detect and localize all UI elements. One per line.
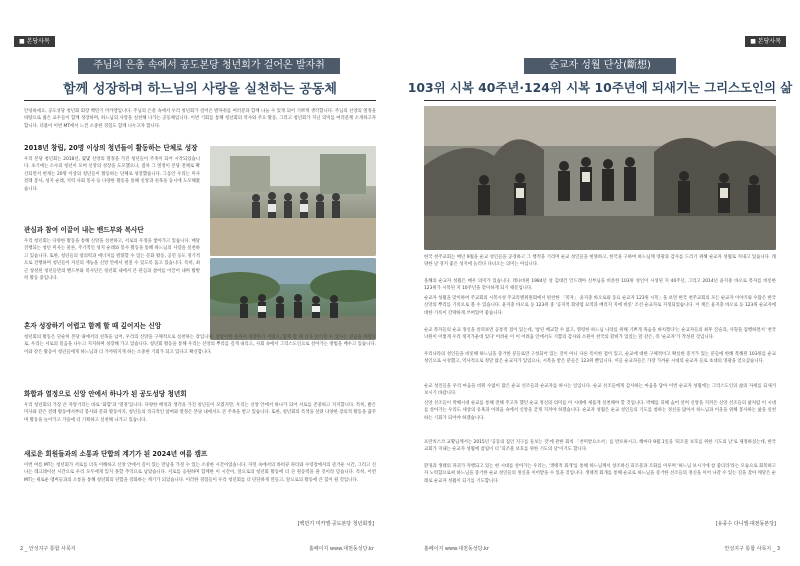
section-body-3: 청년회의 활동은 단순히 본당 내에서의 친목을 넘어, 우리의 신앙을 구체적으로 실천하는 장입니다. 신앙이란 혼자서 성장하기 어렵고, 함께 할 때 더욱 깊어질 수 있다는 믿음을 바탕으로, 우리는 서로의 믿음을 나누고 지지하며 성장해 가고 있습니다. 청년회 활동을 통해 우리는 신앙의 뿌리를 깊게 내리고, 사회 속에서 그리스도인으로 살아가는 방법을 배우고 있습니다. 이와 같은 활동이 청년들에게 하느님과 더 가까워지게 하는 소중한 기회가 되고 있다고 확신합니다. — [24, 335, 376, 355]
paragraph-1: 한국 천주교회는 매년 9월을 순교 성인들을 공경하고 그 행적을 기리며 순교 성인들을 현양하고, 한국을 구하여 하느님께 영광과 감사를 드리기 위해 순교자 성월로 지내고 있습니다. 래양한 날 경지 좋은 성지에 놀러다 다녀오는 의미는 아닙니다. — [424, 255, 776, 268]
martyrs-shrine-photo — [424, 106, 776, 250]
right-page — [400, 0, 800, 566]
paragraph-7: 신앙 선조들이 박해시대 순교를 통해 전해 주고자 했던 순교 정신의 의미를 이 시대에 새롭게 실천해야 할 것입니다. 박해를 피해 숨어 살며 신앙을 지켜온 신앙 선조들의 삶처럼 이 시대를 살아가는 우리도 세상의 유혹과 어려움 속에서 신앙을 굳게 지켜야 하겠습니다. 순교자 성월은 순교 성인들의 기도를 청하는 정신을 닮아서 하느님과 이웃을 위해 봉사하는 삶을 실천하는 기회가 되어야 하겠습니다. — [424, 401, 776, 421]
intro-paragraph: 안녕하세요, 공도성당 청년회 회장 백민기 미카엘입니다. 주님의 은총 속에서 우리 청년회가 걸어온 발자취를 여러분과 함께 나눌 수 있게 되어 기쁘게 생각합니다. 주님의 신앙의 열정을 바탕으로 젊은 교우들이 함께 성장하며, 하느님의 사랑을 실천해 나가는 공동체입니다. 이번 기회를 통해 청년회의 역사와 주요 활동, 그리고 청년회가 지닌 의미를 여러분께 소개하고자 합니다. 더불어 이번 MT에서 느낀 소중한 경험도 함께 나누고자 합니다. — [24, 109, 376, 129]
photo-illustration-1 — [210, 146, 376, 256]
paragraph-4: 순교 복자들의 순교 정신을 살펴보면 공통적 점이 있는데, '참된 배교할 수 없고, 명령한 하느님 나라를 위해 기쁘게 목숨을 바치겠다'는 순교자들의 최후 진술과, 사형을 집행하면서 '천국 낙원이 이렇게 우리 정지가운데 있다' 어려운 이 이 어려움 안에서도 기쁨의 감사와 소원이 천국의 환희가 있었는 말 같은, 즉 '순교자'가 작성된 것입니다. — [424, 328, 776, 341]
footer-homepage: 홈페이지 www.대천동성당.kr — [309, 546, 374, 552]
youth-group-photo-2 — [210, 258, 376, 340]
paragraph-6: 순교 성인들을 우리 마음을 비워 수없이 많은 순교 선조들과 순교자를 하시는 일입니다. 순교 선조들에게 감사하는 마음을 담아 이번 순교자 성월에는 그리스도인의 삶의 자세를 되새겨 보시기 바랍니다. — [424, 384, 776, 397]
section-title-5: 새로운 회원들과의 소통과 단합의 계기가 된 2024년 여름 캠프 — [24, 450, 208, 458]
headline-rule — [424, 100, 776, 101]
section-body-1: 우리 본당 청년회는 2018년, 몇몇 신앙의 열정을 가진 청년들이 주축이 되어 시작되었습니다. 초기에는 소수의 청년이 모여 신앙의 성장을 도모했으나, 점차 그 열정이 본당 전체로 확산되면서 현재는 20명 이상의 청년들이 활동하는 단체로 성장했습니다. 그동안 우리는 미사 전례 봉사, 성지 순례, 지역 사회 봉사 등 다양한 활동을 통해 신앙과 친목을 동시에 도모해왔습니다. — [24, 157, 200, 192]
section-title-3: 혼자 성장하기 어렵고 함께 할 때 깊어지는 신앙 — [24, 322, 162, 330]
paragraph-3: 순교자 성월을 맞이하여 주교회의 시복시성 주교특별위원회에서 편찬한 「복자」 윤지충 바오로와 동료 순교자 123위 시복」을 보면 한국 천주교회의 모든 순교자 이야기와 수많은 한국 신앙의 뿌리를 기록으로 볼 수 있습니다. 윤지충 바오로 등 123위 중 '공지적 회양엽 묘역과 배리지 지에 비롯' 조선 순교자로 지정되었습니다. 이 책은 윤지충 바오로 등 123위 순교자에 대한 기록이 간략하게 쓰여있어 좋습니다. — [424, 296, 776, 316]
section-body-4: 우리 청년회의 가장 큰 자랑거리는 바로 '화합'과 '열정'입니다. 다양한 배경과 생각을 가진 청년들이 모였지만, 우리는 신앙 안에서 하나가 되어 서로를 존중하고 지지합니다. 특히, 밝은 미사와 같은 전례 활동에서부터 봉사와 문화 활동까지, 청년들의 적극적인 참여와 열정은 본당 내에서도 큰 주목을 받고 있습니다. 또한, 청년회의 특색을 살려 다양한 장의적 활동을 꿈꾸며 활동을 늘어가고 가을에 더 기획하고 실천해 나가고 있습니다. — [24, 403, 376, 423]
paragraph-5: 우리나라의 성인들을 비롯해 하느님을 증거한 분들로만 구성되어 있는 것이 아니 다른 특이한 점이 있고, 순교에 대한 구체적이고 확실한 증거가 있는 분들에 한해 복해된 103위를 순교 성인으로 시성했고, 역사적으로 정말 많은 순교자가 있었으나, 시복을 받은 분들은 123위 뿐입니다. 이들 순교자들은 가장 가까운 시대의 순교자 들로 초대의 영광을 얻으셨습니다. — [424, 352, 776, 365]
article-subhead: 주님의 은총 속에서 공도본당 청년회가 걸어온 발자취 — [78, 58, 340, 74]
footer-page-number: 2 _ 안성지구 통합 사목지 — [20, 546, 76, 552]
section-label: ■ 본당사목 — [745, 36, 786, 47]
headline-rule — [24, 100, 376, 101]
section-title-1: 2018년 창립, 20명 이상의 청년들이 활동하는 단체로 성장 — [24, 144, 198, 152]
footer-page-number: 안성지구 통합 사목지 _ 3 — [724, 546, 780, 552]
section-title-2: 관심과 참여 이끌어 내는 밴드부와 복사단 — [24, 226, 144, 234]
section-title-4: 화합과 열정으로 신앙 안에서 하나가 된 공도성당 청년회 — [24, 390, 187, 398]
shrine-illustration — [424, 106, 776, 250]
youth-group-photo-1 — [210, 146, 376, 256]
paragraph-9: 환경과 생태의 파괴가 자행되고 있는 현 시대를 살아가는 우리는, '생태적 회개'를 통해 하느님께서 창조하신 피조물과 조화를 이루며 '하느님 보시기에 참 좋더라'라는 모습으로 회복하고자 노력함으로써 하느님을 증거한 순교 성인들의 정신을 이어받을 수 있을 것입니다. 생태적 회개를 통해 순교로 하느님을 증거한 선조들의 정신을 이어 나갈 수 있는 길을 찾아 깨달은 순례로 순교자 성월이 되기를 기도합니다. — [424, 464, 776, 484]
author-credit: [유종수 다니엘·대천동본당] — [715, 521, 776, 527]
author-credit: [백민기 미카엘·공도본당 청년회장] — [297, 521, 374, 527]
paragraph-8: 프란치스코 교황님께서는 2015년 '공동의 집인 지구를 돌보는 것'에 관한 회칙 「찬미받으소서」를 반포하시고, 해마다 9월 1일을 '피조물 보호를 위한 기도의 날'로 제정하셨는데, 한국 교회가 지내는 순교자 성월에 참됨이 더 '피조물 보호를 위한 기도의 날'이기도 합니다. — [424, 440, 776, 453]
section-body-5: 이번 여름 MT는 청년회가 서로를 더욱 이해하고 신앙 안에서 깊이 있는 만남을 가질 수 있는 소중한 시간이었습니다. 자연 속에서의 바비큐 파티와 수영장에서의 즐거운 시간, 그리고 신나는 레크레이션 시간으로 우리 모두에게 잊지 못할 추억으로 남았습니다. 서로를 응원하며 함께한 이 시간이, 앞으로의 청년회 활동에 더 큰 원동력을 줄 것이라 믿습니다. 특히, 이번 MT는 새로운 멤버들과의 소통을 통해 청년회의 단합을 강화하는 계기가 되었습니다. 이러한 경험들이 우리 청년회를 더 단단하게 만들고, 앞으로의 활동에 큰 힘이 될 것입니다. — [24, 463, 376, 483]
article-headline: 103위 시복 40주년·124위 시복 10주년에 되새기는 그리스도인의 삶 — [407, 80, 793, 95]
section-body-2: 우리 청년회는 다양한 활동을 통해 신앙을 실천하고, 서로의 우정을 쌓아가고 있습니다. 매달 진행되는 청년 미사는 물론, 주기적인 성지 순례와 봉사 활동을 통해 하느님의 사랑을 실천하고 있습니다. 또한, 청년들의 창의력과 에너지를 발휘할 수 있는 문화 활동, 공연 등도 정기적으로 진행하며 청년들이 자신의 재능을 신앙 안에서 펼칠 수 있도록 돕고 있습니다. 특히, 최근 창설된 청년들만의 밴드부와 복사단은 청년회 내에서 큰 관심과 참여를 이끌어 내며 활발히 활동 중입니다. — [24, 239, 200, 282]
footer-homepage: 홈페이지 www.대천동성당.kr — [424, 546, 489, 552]
article-subhead: 순교자 성월 단상(斷想) — [524, 58, 676, 74]
section-label: ■ 본당사목 — [14, 36, 55, 47]
paragraph-2: 올해의 순교자 성월은 매우 의미가 있습니다. 레나비편 1984년 성 김대건 안드레아 신부님을 비롯한 103위 성인이 시성된 지 40주년, 그리고 2014년 윤지충 바오로 복자를 비롯한 123위가 시복된 지 10주년을 맞이하게 되기 때문입니다. — [424, 279, 776, 292]
photo-illustration-2 — [210, 258, 376, 340]
article-headline: 함께 성장하며 하느님의 사랑을 실천하는 공동체 — [63, 82, 337, 97]
